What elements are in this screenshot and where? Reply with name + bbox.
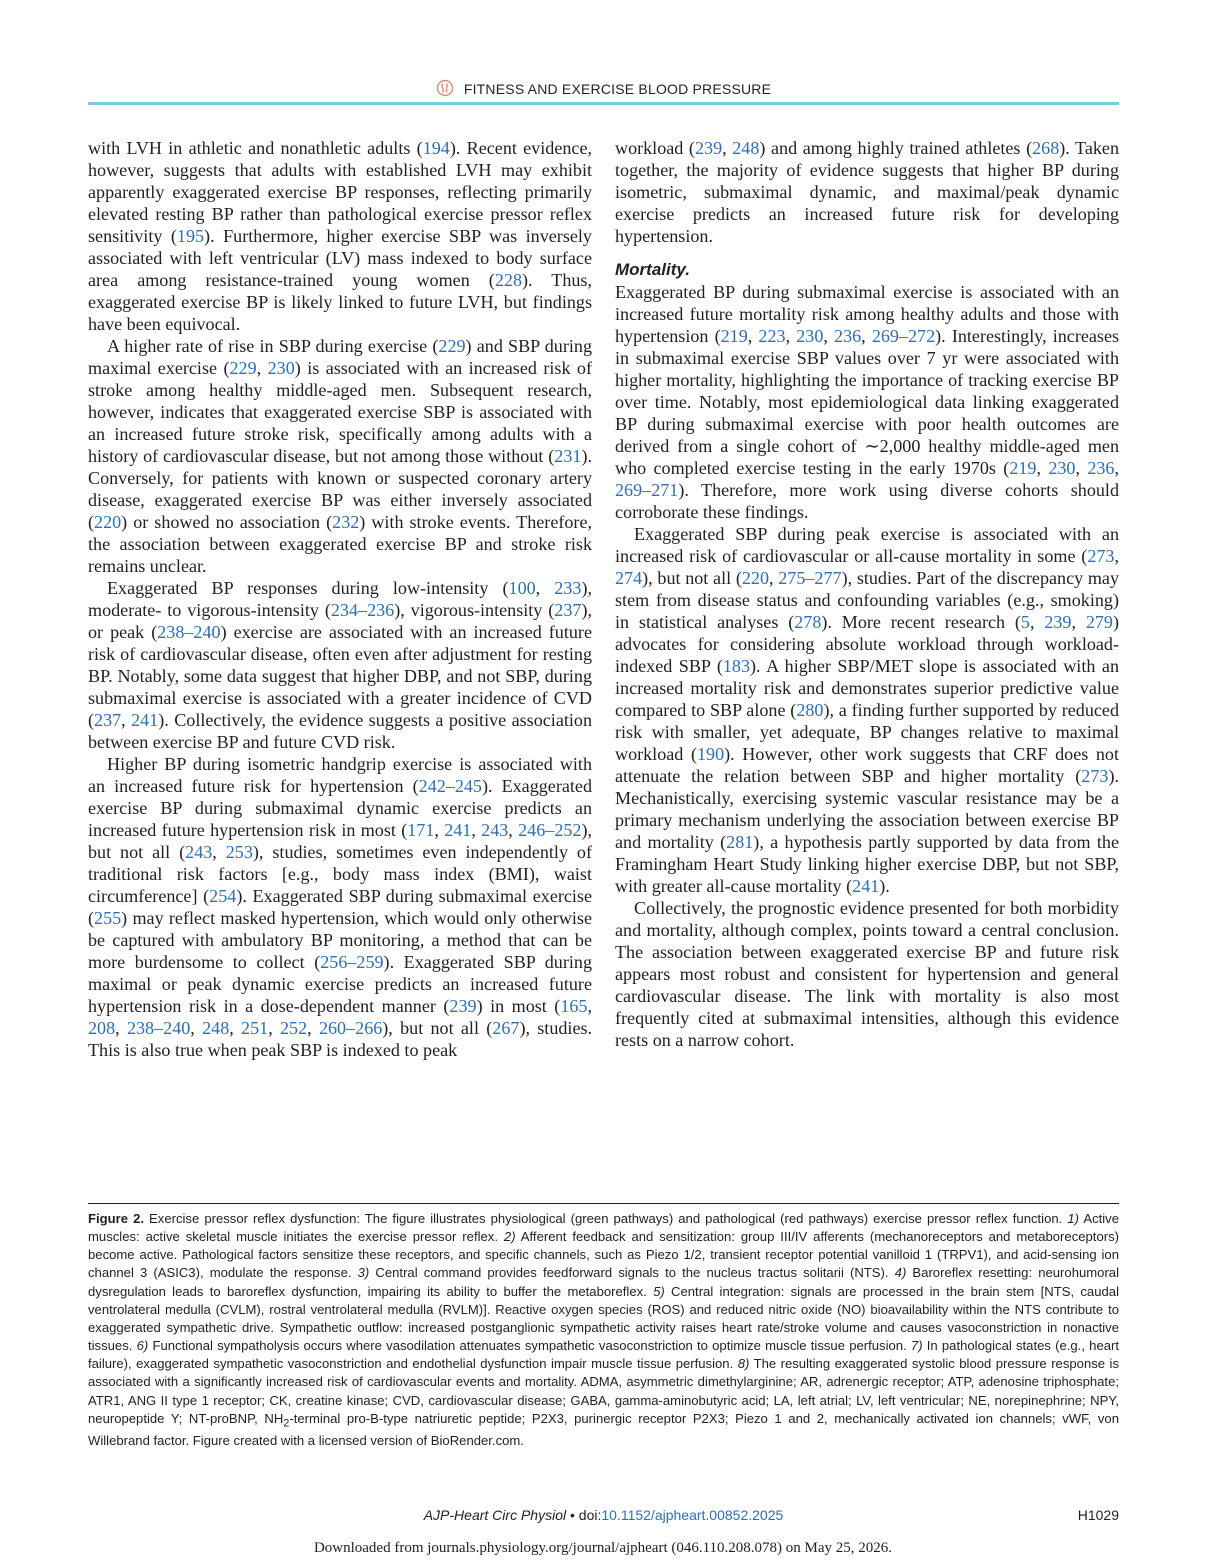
paragraph: workload (239, 248) and among highly trained athletes (268). Taken together, the majority of evidence suggests that higher BP during isometric, submaximal dynamic, and maximal/peak dynamic exercise predicts an increased future risk for developing hypertension. (615, 138, 1119, 246)
citation-link[interactable]: 100 (508, 578, 536, 598)
citation-link[interactable]: 236 (1087, 458, 1115, 478)
citation-link[interactable]: 230 (267, 358, 295, 378)
step-number: 2) (503, 1229, 516, 1245)
running-head (88, 78, 1119, 100)
citation-link[interactable]: 183 (722, 656, 751, 676)
step-number: 4) (894, 1265, 907, 1281)
caption-rule (88, 1203, 1119, 1204)
right-column (615, 137, 1119, 1051)
figure-caption (88, 1210, 1119, 1451)
citation-link[interactable]: 253 (225, 842, 253, 862)
citation-link[interactable]: 219 (720, 326, 748, 346)
citation-link[interactable]: 208 (88, 1018, 116, 1038)
citation-link[interactable]: 260–266 (318, 1018, 383, 1038)
step-number: 5) (653, 1283, 665, 1299)
paragraph: Higher BP during isometric handgrip exercise is associated with an increased future risk for hypertension (242–245). Exaggerated exercise BP during submaximal dynamic exercise predicts an increased future hypertension risk in most (171, 241, 243, 246–252), but not all (243, 253), studies, sometimes even independently of traditional risk factors [e.g., body mass index (BMI), waist circumference] (254). Exaggerated SBP during submaximal exercise (255) may reflect masked hypertension, which would only otherwise be captured with ambulatory BP monitoring, a method that can be more burdensome to collect (256–259). Exaggerated SBP during maximal or peak dynamic exercise predicts an increased future hypertension risk in a dose-dependent manner (239) in most (165, 208, 238–240, 248, 251, 252, 260–266), but not all (267), studies. This is also true when peak SBP is indexed to peak (88, 754, 593, 1060)
citation-link[interactable]: 233 (554, 578, 582, 598)
citation-link[interactable]: 220 (94, 512, 122, 532)
citation-link[interactable]: 236 (834, 326, 862, 346)
citation-link[interactable]: 230 (1048, 458, 1076, 478)
citation-link[interactable]: 219 (1009, 458, 1037, 478)
citation-link[interactable]: 256–259 (320, 952, 384, 972)
citation-link[interactable]: 220 (741, 568, 769, 588)
citation-link[interactable]: 241 (444, 820, 472, 840)
citation-link[interactable]: 243 (185, 842, 213, 862)
paragraph: Exaggerated BP responses during low-intensity (100, 233), moderate- to vigorous-intensity (234–236), vigorous-intensity (237), or peak (238–240) exercise are associated with an increased future risk of cardiovascular disease, often even after adjustment for resting BP. Notably, some data suggest that higher DBP, and not SBP, during submaximal exercise is associated with a greater incidence of CVD (237, 241). Collectively, the evidence suggests a positive association between exercise BP and future CVD risk. (88, 578, 592, 752)
journal-name: AJP-Heart Circ Physiol (423, 1507, 567, 1523)
citation-link[interactable]: 171 (407, 820, 435, 840)
citation-link[interactable]: 242–245 (418, 776, 482, 796)
citation-link[interactable]: 229 (229, 358, 257, 378)
citation-link[interactable]: 281 (726, 832, 754, 852)
page-number: H1029 (1077, 1507, 1119, 1523)
running-head-title: FITNESS AND EXERCISE BLOOD PRESSURE (463, 81, 772, 97)
citation-link[interactable]: 248 (732, 138, 760, 158)
citation-link[interactable]: 246–252 (518, 820, 582, 840)
citation-link[interactable]: 267 (492, 1018, 520, 1038)
citation-link[interactable]: 280 (796, 700, 824, 720)
citation-link[interactable]: 278 (794, 612, 822, 632)
header-rule (88, 102, 1119, 105)
citation-link[interactable]: 241 (131, 710, 159, 730)
step-number: 7) (910, 1338, 923, 1354)
citation-link[interactable]: 232 (332, 512, 360, 532)
subscript: 2 (283, 1417, 290, 1430)
step-number: 8) (737, 1356, 750, 1372)
caption-body: Exercise pressor reflex dysfunction: The figure illustrates physiological (green pathways) and pathological (red pathways) exercise pressor reflex function. 1) Active muscles: active skeletal muscle initiates the exercise pressor reflex. 2) Afferent feedback and sensitization: group III/IV afferents (mechanoreceptors and metaboreceptors) become active. Pathological factors sensitize these receptors, and specific channels, such as Piezo 1/2, transient receptor potential vanilloid 1 (TRPV1), and acid-sensing ion channel 3 (ASIC3), modulate the response. 3) Central command provides feedforward signals to the nucleus tractus solitarii (NTS). 4) Baroreflex resetting: neurohumoral dysregulation leads to baroreflex dysfunction, impairing its ability to buffer the metaboreflex. 5) Central integration: signals are processed in the brain stem [NTS, caudal ventrolateral medulla (CVLM), rostral ventrolateral medulla (RVLM)]. Reactive oxygen species (ROS) and reduced nitric oxide (NO) bioavailability within the NTS contribute to exaggerated sympathetic drive. Sympathetic outflow: increased postganglionic sympathetic activity raises heart rate/stroke volume and causes vasoconstriction in nonactive tissues. 6) Functional sympatholysis occurs where vasodilation attenuates sympathetic vasoconstriction to optimize muscle tissue perfusion. 7) In pathological states (e.g., heart failure), exaggerated sympathetic vasoconstriction and endothelial dysfunction impair muscle tissue perfusion. 8) The resulting exaggerated systolic blood pressure response is associated with a significantly increased risk of cardiovascular events and mortality. ADMA, asymmetric dimethylarginine; AR, adrenergic receptor; ATP, adenosine triphosphate; ATR1, ANG II type 1 receptor; CK, creatine kinase; CVD, cardiovascular disease; GABA, gamma-aminobutyric acid; LA, left atrial; LV, left ventricular; NE, norepinephrine; NPY, neuropeptide Y; NT-proBNP, $NH_2$-terminal pro-B-type natriuretic peptide; P2X3, purinergic receptor P2X3; Piezo 1 and 2, mechanically activated ion channels; vWF, von Willebrand factor. Figure created with a licensed version of BioRender.com. (88, 1211, 1120, 1449)
citation-link[interactable]: 194 (422, 138, 450, 158)
citation-link[interactable]: 237 (94, 710, 122, 730)
paragraph: with LVH in athletic and nonathletic adults (194). Recent evidence, however, suggests that adults with established LVH may exhibit apparently exaggerated exercise BP responses, reflecting primarily elevated resting BP rather than pathological exercise pressor reflex sensitivity (195). Furthermore, higher exercise SBP was inversely associated with left ventricular (LV) mass indexed to body surface area among resistance-trained young women (228). Thus, exaggerated exercise BP is likely linked to future LVH, but findings have been equivocal. (88, 138, 592, 334)
journal-logo-icon (436, 79, 454, 100)
citation-link[interactable]: 268 (1032, 138, 1060, 158)
doi-prefix: doi: (578, 1507, 602, 1523)
paragraph: Exaggerated BP during submaximal exercise is associated with an increased future mortality risk among healthy adults and those with hypertension (219, 223, 230, 236, 269–272). Interestingly, increases in submaximal exercise SBP values over 7 yr were associated with higher mortality, highlighting the importance of tracking exercise BP over time. Notably, most epidemiological data linking exaggerated BP during submaximal exercise with poor health outcomes are derived from a single cohort of ∼2,000 healthy middle-aged men who completed exercise testing in the early 1970s (219, 230, 236, 269–271). Therefore, more work using diverse cohorts should corroborate these findings. (615, 282, 1120, 522)
step-number: 3) (357, 1265, 370, 1281)
citation-link[interactable]: 238–240 (157, 622, 221, 642)
citation-link[interactable]: 269–272 (871, 326, 936, 346)
left-column (88, 137, 592, 1061)
citation-link[interactable]: 269–271 (615, 480, 679, 500)
citation-link[interactable]: 243 (481, 820, 509, 840)
citation-link[interactable]: 279 (1085, 612, 1113, 632)
doi-link[interactable]: 10.1152/ajpheart.00852.2025 (601, 1507, 784, 1523)
paragraph: Exaggerated SBP during peak exercise is associated with an increased risk of cardiovascular or all-cause mortality in some (273, 274), but not all (220, 275–277), studies. Part of the discrepancy may stem from disease status and confounding variables (e.g., smoking) in statistical analyses (278). More recent research (5, 239, 279) advocates for considering absolute workload through workload-indexed SBP (183). A higher SBP/MET slope is associated with an increased mortality risk and demonstrates superior predictive value compared to SBP alone (280), a finding further supported by reduced risk with smaller, yet adequate, BP changes relative to maximal workload (190). However, other work suggests that CRF does not attenuate the relation between SBP and higher mortality (273). Mechanistically, exercising systemic vascular resistance may be a primary mechanism underlying the association between exercise BP and mortality (281), a hypothesis partly supported by data from the Framingham Heart Study linking higher exercise DBP, but not SBP, with greater all-cause mortality (241). (615, 524, 1120, 896)
citation-link[interactable]: 273 (1081, 766, 1109, 786)
citation-link[interactable]: 231 (554, 446, 582, 466)
citation-link[interactable]: 248 (202, 1018, 230, 1038)
citation-link[interactable]: 274 (615, 568, 643, 588)
citation-link[interactable]: 254 (209, 886, 237, 906)
paragraph: A higher rate of rise in SBP during exercise (229) and SBP during maximal exercise (229, 230) is associated with an increased risk of stroke among healthy middle-aged men. Subsequent research, however, indicates that exaggerated exercise SBP is associated with an increased future stroke risk, specifically among adults with a history of cardiovascular disease, but not among those without (231). Conversely, for patients with known or suspected coronary artery disease, exaggerated exercise BP was either inversely associated (220) or showed no association (232) with stroke events. Therefore, the association between exaggerated exercise BP and stroke risk remains unclear. (88, 336, 593, 576)
citation-link[interactable]: 230 (796, 326, 824, 346)
citation-link[interactable]: 251 (241, 1018, 269, 1038)
citation-link[interactable]: 238–240 (126, 1018, 191, 1038)
citation-link[interactable]: 165 (560, 996, 588, 1016)
citation-link[interactable]: 223 (758, 326, 786, 346)
citation-link[interactable]: 239 (449, 996, 477, 1016)
citation-link[interactable]: 237 (554, 600, 582, 620)
citation-link[interactable]: 195 (176, 226, 205, 246)
citation-link[interactable]: 255 (94, 908, 122, 928)
step-number: 6) (136, 1338, 149, 1354)
footer-separator: • (566, 1507, 579, 1523)
step-number: 1) (1067, 1211, 1079, 1226)
citation-link[interactable]: 239 (694, 138, 723, 158)
citation-link[interactable]: 5 (1020, 612, 1030, 632)
citation-link[interactable]: 252 (280, 1018, 308, 1038)
citation-link[interactable]: 229 (438, 336, 466, 356)
citation-link[interactable]: 190 (696, 744, 725, 764)
footer-citation (88, 1507, 1119, 1523)
paragraph: Collectively, the prognostic evidence presented for both morbidity and mortality, although complex, points toward a central conclusion. The association between exaggerated exercise BP and future risk appears most robust and consistent for hypertension and general cardiovascular disease. The link with mortality is also most frequently cited at submaximal intensities, although this evidence rests on a narrow cohort. (615, 898, 1119, 1050)
section-heading-mortality: Mortality. (615, 260, 690, 279)
citation-link[interactable]: 273 (1087, 546, 1115, 566)
citation-link[interactable]: 275–277 (778, 568, 842, 588)
citation-link[interactable]: 239 (1044, 612, 1072, 632)
citation-link[interactable]: 241 (852, 876, 880, 896)
citation-link[interactable]: 234–236 (330, 600, 395, 620)
figure-label: Figure 2. (88, 1211, 144, 1226)
page-footer (88, 1507, 1119, 1527)
download-notice: Downloaded from journals.physiology.org/journal/ajpheart (046.110.208.078) on May 25, 2026. (313, 1540, 893, 1556)
citation-link[interactable]: 228 (494, 270, 522, 290)
